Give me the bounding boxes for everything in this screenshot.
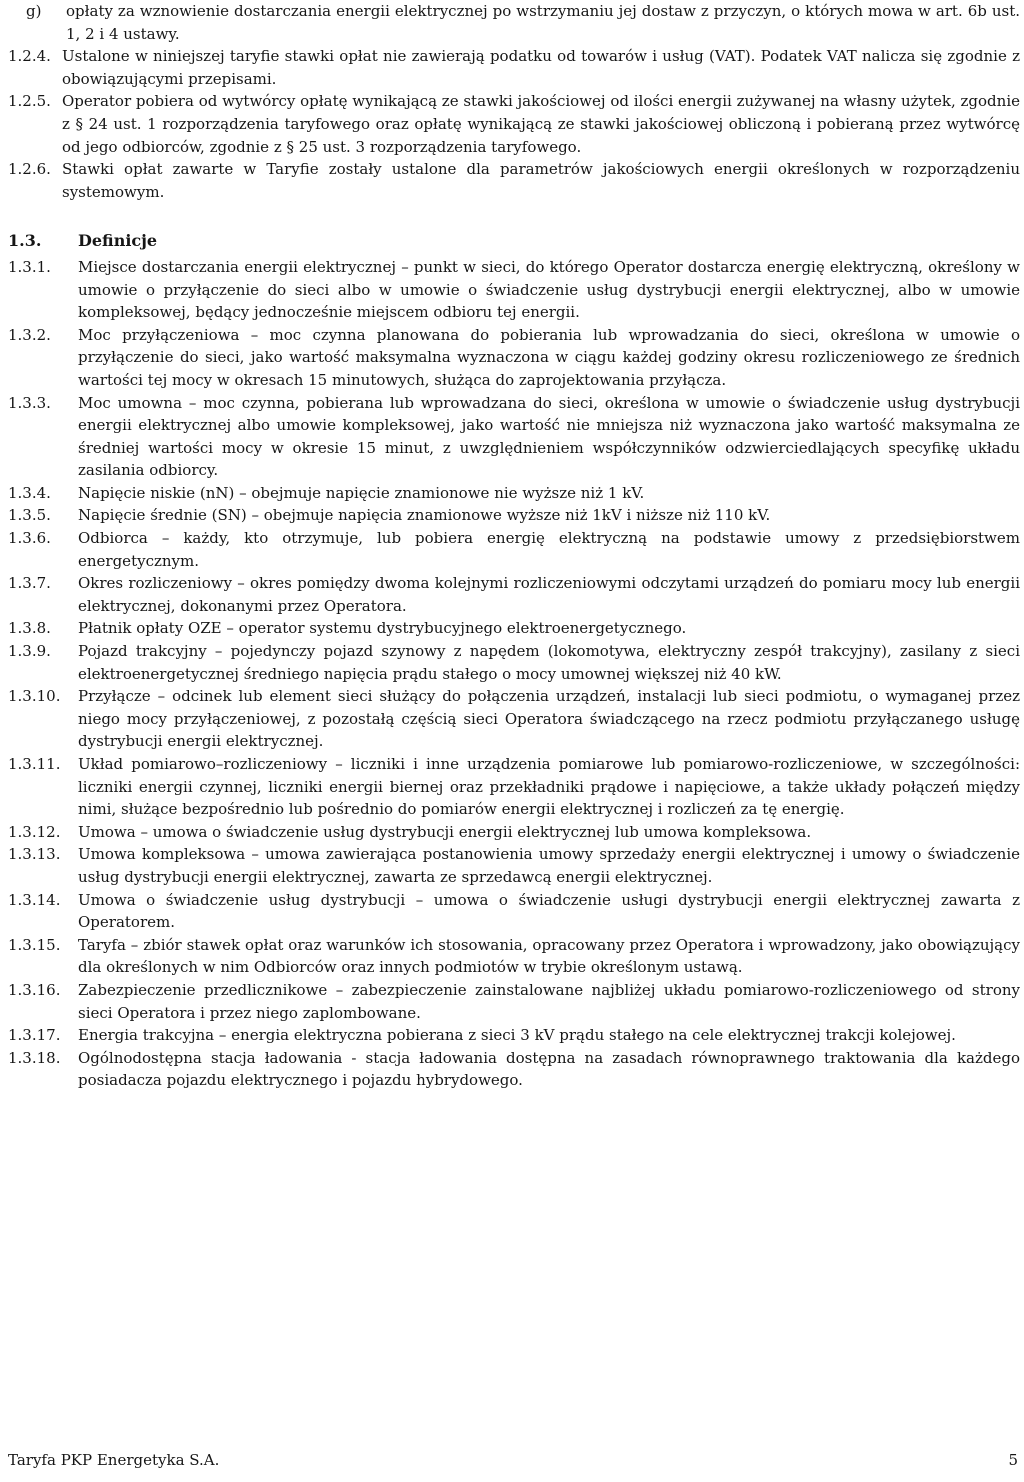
definition-1-3-5 xyxy=(8,504,1020,527)
section-heading xyxy=(8,230,1020,253)
definition-number: 1.3.17. xyxy=(8,1026,61,1045)
definition-number: 1.3.9. xyxy=(8,642,51,661)
definition-number: 1.3.12. xyxy=(8,822,61,841)
definition-1-3-3 xyxy=(8,392,1020,482)
definition-text: Układ pomiarowo–rozliczeniowy – liczniki i inne urządzenia pomiarowe lub pomiarowo-rozliczeniowe, w szczególności: liczniki energii czynnej, liczniki energii biernej oraz przekładniki prądowe i napięciowe, a także układy połączeń między nimi, służące bezpośrednio lub pośrednio do pomiarów energii elektrycznej i rozliczeń za tę energię. xyxy=(78,755,1020,819)
definition-number: 1.3.11. xyxy=(8,755,61,773)
definition-1-3-7 xyxy=(8,572,1020,617)
definition-1-3-11 xyxy=(8,753,1020,821)
paragraph-number: 1.2.6. xyxy=(8,160,51,179)
definition-1-3-17 xyxy=(8,1024,1020,1047)
definition-number: 1.3.6. xyxy=(8,529,51,548)
definition-text: Okres rozliczeniowy – okres pomiędzy dwoma kolejnymi rozliczeniowymi odczytami urządzeń do pomiaru mocy lub energii elektrycznej, dokonanymi przez Operatora. xyxy=(78,574,1020,615)
section-title: Definicje xyxy=(78,231,158,251)
definition-text: Umowa o świadczenie usług dystrybucji – umowa o świadczenie usługi dystrybucji energii elektrycznej zawarta z Operatorem. xyxy=(78,890,1020,932)
definition-1-3-6 xyxy=(8,527,1020,572)
paragraph-1-2-5 xyxy=(8,90,1020,158)
definition-1-3-8 xyxy=(8,617,1020,640)
definition-1-3-9 xyxy=(8,640,1020,685)
list-item-marker: g) xyxy=(26,2,42,20)
definition-number: 1.3.7. xyxy=(8,574,51,593)
definition-1-3-18 xyxy=(8,1047,1020,1092)
definition-text: Odbiorca – każdy, kto otrzymuje, lub pobiera energię elektryczną na podstawie umowy z przedsiębiorstwem energetycznym. xyxy=(78,529,1020,570)
definition-text: Ogólnodostępna stacja ładowania - stacja ładowania dostępna na zasadach równoprawnego traktowania dla każdego posiadacza pojazdu elektrycznego i pojazdu hybrydowego. xyxy=(78,1048,1020,1090)
paragraph-text: Stawki opłat zawarte w Taryfie zostały ustalone dla parametrów jakościowych energii określonych w rozporządzeniu systemowym. xyxy=(62,160,1020,201)
paragraph-1-2-6 xyxy=(8,158,1020,203)
definition-text: Energia trakcyjna – energia elektryczna pobierana z sieci 3 kV prądu stałego na cele elektrycznej trakcji kolejowej. xyxy=(78,1026,956,1045)
paragraph-number: 1.2.4. xyxy=(8,47,51,66)
definition-text: Umowa kompleksowa – umowa zawierająca postanowienia umowy sprzedaży energii elektrycznej i umowy o świadczenie usług dystrybucji energii elektrycznej, zawarta ze sprzedawcą energii elektrycznej. xyxy=(78,845,1020,886)
definition-1-3-1 xyxy=(8,256,1020,324)
page-number: 5 xyxy=(1008,1451,1018,1469)
definition-text: Taryfa – zbiór stawek opłat oraz warunków ich stosowania, opracowany przez Operatora i wprowadzony, jako obowiązujący dla określonych w nim Odbiorców oraz innych podmiotów w trybie określonym ustawą. xyxy=(78,935,1020,977)
list-item-text: opłaty za wznowienie dostarczania energii elektrycznej po wstrzymaniu jej dostaw z przyczyn, o których mowa w art. 6b ust. 1, 2 i 4 ustawy. xyxy=(66,2,1020,43)
list-item-g xyxy=(8,0,1020,45)
definition-1-3-14 xyxy=(8,889,1020,934)
definition-1-3-10 xyxy=(8,685,1020,753)
definition-number: 1.3.13. xyxy=(8,845,61,864)
definition-text: Zabezpieczenie przedlicznikowe – zabezpieczenie zainstalowane najbliżej układu pomiarowo-rozliczeniowego od strony sieci Operatora i przez niego zaplombowane. xyxy=(78,980,1020,1022)
footer-document-title: Taryfa PKP Energetyka S.A. xyxy=(8,1451,220,1469)
paragraph-number: 1.2.5. xyxy=(8,92,51,111)
definition-1-3-4 xyxy=(8,482,1020,505)
paragraph-text: Ustalone w niniejszej taryfie stawki opłat nie zawierają podatku od towarów i usług (VAT). Podatek VAT nalicza się zgodnie z obowiązującymi przepisami. xyxy=(62,47,1020,88)
definition-1-3-15 xyxy=(8,934,1020,979)
definition-number: 1.3.14. xyxy=(8,890,61,909)
definition-1-3-2 xyxy=(8,324,1020,392)
definition-text: Moc przyłączeniowa – moc czynna planowana do pobierania lub wprowadzania do sieci, określona w umowie o przyłączenie do sieci, jako wartość maksymalna wyznaczona w ciągu każdej godziny okresu rozliczeniowego ze średnich wartości tej mocy w okresach 15 minutowych, służąca do zaprojektowania przyłącza. xyxy=(78,325,1020,389)
definition-number: 1.3.2. xyxy=(8,325,51,344)
definition-number: 1.3.8. xyxy=(8,619,51,638)
section-number: 1.3. xyxy=(8,231,42,251)
document-content xyxy=(8,0,1020,1092)
definition-text: Przyłącze – odcinek lub element sieci służący do połączenia urządzeń, instalacji lub sieci podmiotu, o wymaganej przez niego mocy przyłączeniowej, z pozostałą częścią sieci Operatora świadczącego na rzecz podmiotu przyłączanego usługę dystrybucji energii elektrycznej. xyxy=(78,687,1020,751)
definition-number: 1.3.5. xyxy=(8,506,51,525)
definition-number: 1.3.15. xyxy=(8,935,61,954)
definition-number: 1.3.16. xyxy=(8,980,61,999)
definition-number: 1.3.18. xyxy=(8,1048,61,1067)
paragraph-1-2-4 xyxy=(8,45,1020,90)
definition-1-3-12 xyxy=(8,821,1020,844)
paragraph-text: Operator pobiera od wytwórcy opłatę wynikającą ze stawki jakościowej od ilości energii zużywanej na własny użytek, zgodnie z § 24 ust. 1 rozporządzenia taryfowego oraz opłatę wynikającą ze stawki jakościowej obliczoną i pobieraną przez wytwórcę od jego odbiorców, zgodnie z § 25 ust. 3 rozporządzenia taryfowego. xyxy=(62,92,1020,156)
definition-text: Napięcie niskie (nN) – obejmuje napięcie znamionowe nie wyższe niż 1 kV. xyxy=(78,483,645,502)
definition-number: 1.3.4. xyxy=(8,483,51,502)
definition-text: Moc umowna – moc czynna, pobierana lub wprowadzana do sieci, określona w umowie o świadczenie usług dystrybucji energii elektrycznej albo umowie kompleksowej, jako wartość nie mniejsza niż wyznaczona jako wartość maksymalna ze średniej wartości mocy w okresie 15 minut, z uwzględnieniem współczynników odzwierciedlających specyfikę układu zasilania odbiorcy. xyxy=(78,393,1020,480)
definition-text: Napięcie średnie (SN) – obejmuje napięcia znamionowe wyższe niż 1kV i niższe niż 110 kV. xyxy=(78,506,771,525)
definition-1-3-13 xyxy=(8,843,1020,888)
definition-number: 1.3.1. xyxy=(8,257,51,276)
definition-1-3-16 xyxy=(8,979,1020,1024)
page-footer xyxy=(8,1449,1018,1472)
definition-number: 1.3.10. xyxy=(8,687,61,706)
definition-text: Płatnik opłaty OZE – operator systemu dystrybucyjnego elektroenergetycznego. xyxy=(78,619,687,638)
definition-text: Miejsce dostarczania energii elektrycznej – punkt w sieci, do którego Operator dostarcza energię elektryczną, określony w umowie o przyłączenie do sieci albo w umowie o świadczenie usług dystrybucji energii elektrycznej, albo w umowie kompleksowej, będący jednocześnie miejscem odbioru tej energii. xyxy=(78,257,1020,322)
definition-text: Umowa – umowa o świadczenie usług dystrybucji energii elektrycznej lub umowa kompleksowa. xyxy=(78,822,812,841)
definition-text: Pojazd trakcyjny – pojedynczy pojazd szynowy z napędem (lokomotywa, elektryczny zespół trakcyjny), zasilany z sieci elektroenergetycznej średniego napięcia prądu stałego o mocy umownej większej niż 40 kW. xyxy=(78,642,1020,683)
definition-number: 1.3.3. xyxy=(8,393,51,412)
